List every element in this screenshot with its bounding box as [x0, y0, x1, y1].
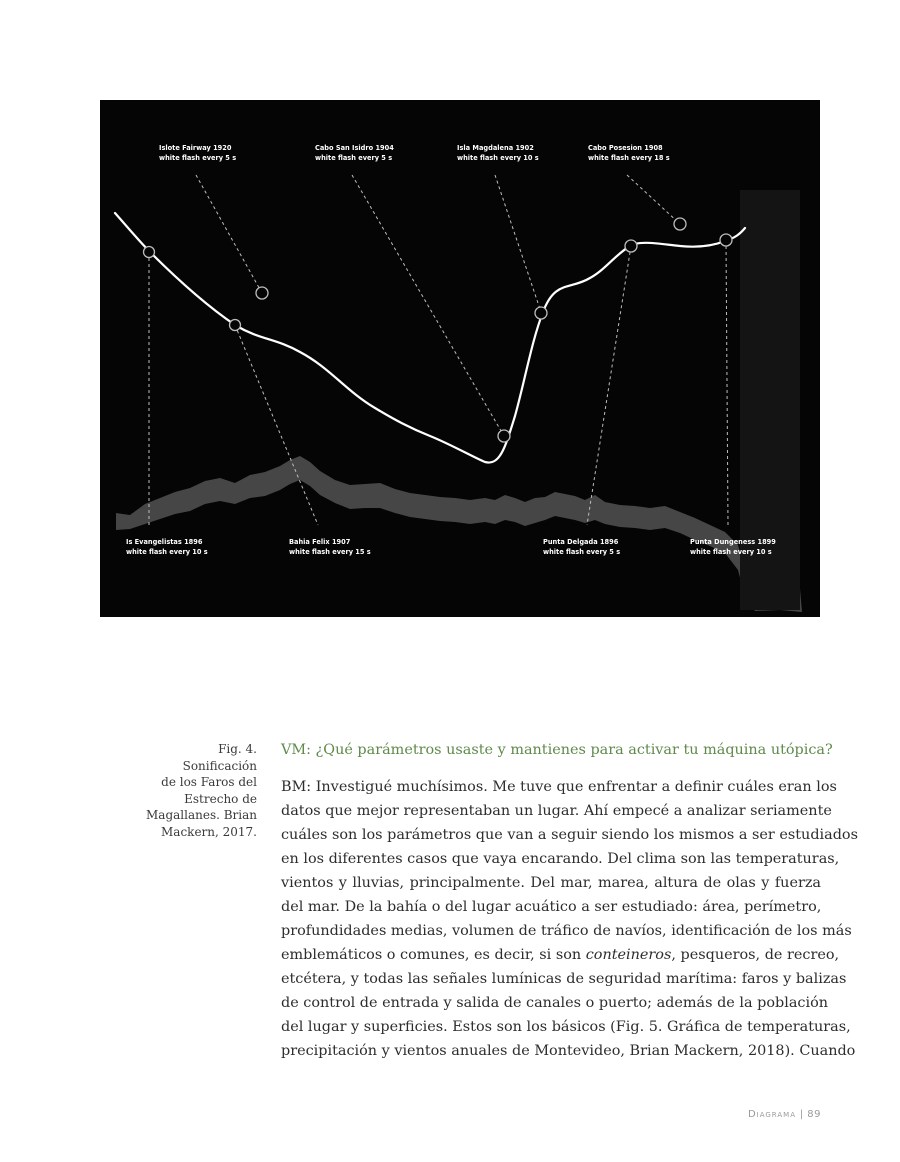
lighthouse-name: Punta Dungeness 1899 [690, 538, 776, 546]
lighthouse-detail: white flash every 10 s [457, 154, 539, 162]
lighthouse-detail: white flash every 18 s [588, 154, 670, 162]
answer-line: del mar. De la bahía o del lugar acuático a ser estudiado: área, perímetro, [281, 899, 822, 915]
marker-circle [256, 287, 268, 299]
lighthouse-sonification-figure [100, 100, 820, 617]
lighthouse-label [690, 537, 776, 557]
lighthouse-detail: white flash every 5 s [543, 548, 621, 556]
lighthouse-name: Islote Fairway 1920 [159, 144, 232, 152]
leader-line [627, 175, 680, 224]
answer-line: de control de entrada y salida de canales o puerto; además de la población [281, 995, 828, 1011]
answer-line: del lugar y superficies. Estos son los básicos (Fig. 5. Gráfica de temperaturas, [281, 1019, 851, 1035]
lighthouse-detail: white flash every 5 s [159, 154, 237, 162]
marker-circle [674, 218, 686, 230]
lighthouse-name: Is Evangelistas 1896 [126, 538, 203, 546]
answer-line: precipitación y vientos anuales de Montevideo, Brian Mackern, 2018). Cuando [281, 1043, 856, 1059]
interview-answer [281, 775, 858, 1063]
lighthouse-name: Bahia Felix 1907 [289, 538, 351, 546]
lighthouse-name: Cabo San Isidro 1904 [315, 144, 394, 152]
answer-line: datos que mejor representaban un lugar. Ahí empecé a analizar seriamente [281, 803, 832, 819]
marker-circle [625, 240, 637, 252]
leader-line [495, 175, 541, 312]
answer-line: emblemáticos o comunes, es decir, si son conteineros, pesqueros, de recreo, [281, 947, 840, 963]
leader-line [726, 240, 728, 525]
leader-lines [149, 175, 728, 525]
leader-line [587, 246, 631, 525]
lighthouse-detail: white flash every 15 s [289, 548, 371, 556]
marker-circle [498, 430, 510, 442]
answer-line: etcétera, y todas las señales lumínicas de seguridad marítima: faros y balizas [281, 971, 847, 987]
page-number: 89 [807, 1109, 821, 1120]
leader-line [352, 175, 504, 436]
page-footer [748, 1109, 821, 1120]
footer-separator: | [799, 1109, 804, 1120]
caption-line: de los Faros del [161, 775, 257, 789]
caption-line: Estrecho de [184, 791, 257, 806]
lighthouse-name: Cabo Posesion 1908 [588, 144, 663, 152]
caption-line: Fig. 4. Sonificación [182, 742, 257, 773]
answer-line: en los diferentes casos que vaya encarando. Del clima son las temperaturas, [281, 851, 840, 867]
lighthouse-label [457, 143, 539, 163]
lighthouse-label [588, 143, 670, 163]
footer-section: Diagrama [747, 1109, 797, 1120]
lighthouse-detail: white flash every 10 s [126, 548, 208, 556]
lighthouse-label [126, 537, 208, 557]
answer-line: vientos y lluvias, principalmente. Del mar, marea, altura de olas y fuerza [281, 875, 821, 891]
lighthouse-detail: white flash every 10 s [690, 548, 772, 556]
marker-circle [230, 320, 241, 331]
figure-caption [140, 741, 257, 840]
lighthouse-detail: white flash every 5 s [315, 154, 393, 162]
lighthouse-name: Punta Delgada 1896 [543, 538, 619, 546]
answer-line: BM: Investigué muchísimos. Me tuve que enfrentar a definir cuáles eran los [281, 779, 837, 795]
interview-question: VM: ¿Qué parámetros usaste y mantienes para activar tu máquina utópica? [281, 742, 833, 758]
lighthouse-label [289, 537, 371, 557]
marker-circle [535, 307, 547, 319]
lighthouse-label [543, 537, 620, 557]
main-curve [115, 213, 745, 463]
emphasized-word: conteineros [585, 947, 672, 963]
leader-line [196, 175, 262, 293]
lighthouse-label [159, 143, 236, 163]
caption-line: Magallanes. Brian [146, 808, 257, 822]
marker-circles [144, 218, 733, 442]
marker-circle [720, 234, 732, 246]
marker-circle [144, 247, 155, 258]
lighthouse-label [315, 143, 394, 163]
answer-line: cuáles son los parámetros que van a seguir siendo los mismos a ser estudiados [281, 827, 858, 843]
answer-line: profundidades medias, volumen de tráfico de navíos, identificación de los más [281, 923, 852, 939]
caption-line: Mackern, 2017. [161, 824, 257, 839]
lighthouse-name: Isla Magdalena 1902 [457, 144, 534, 152]
signal-band [116, 456, 802, 612]
